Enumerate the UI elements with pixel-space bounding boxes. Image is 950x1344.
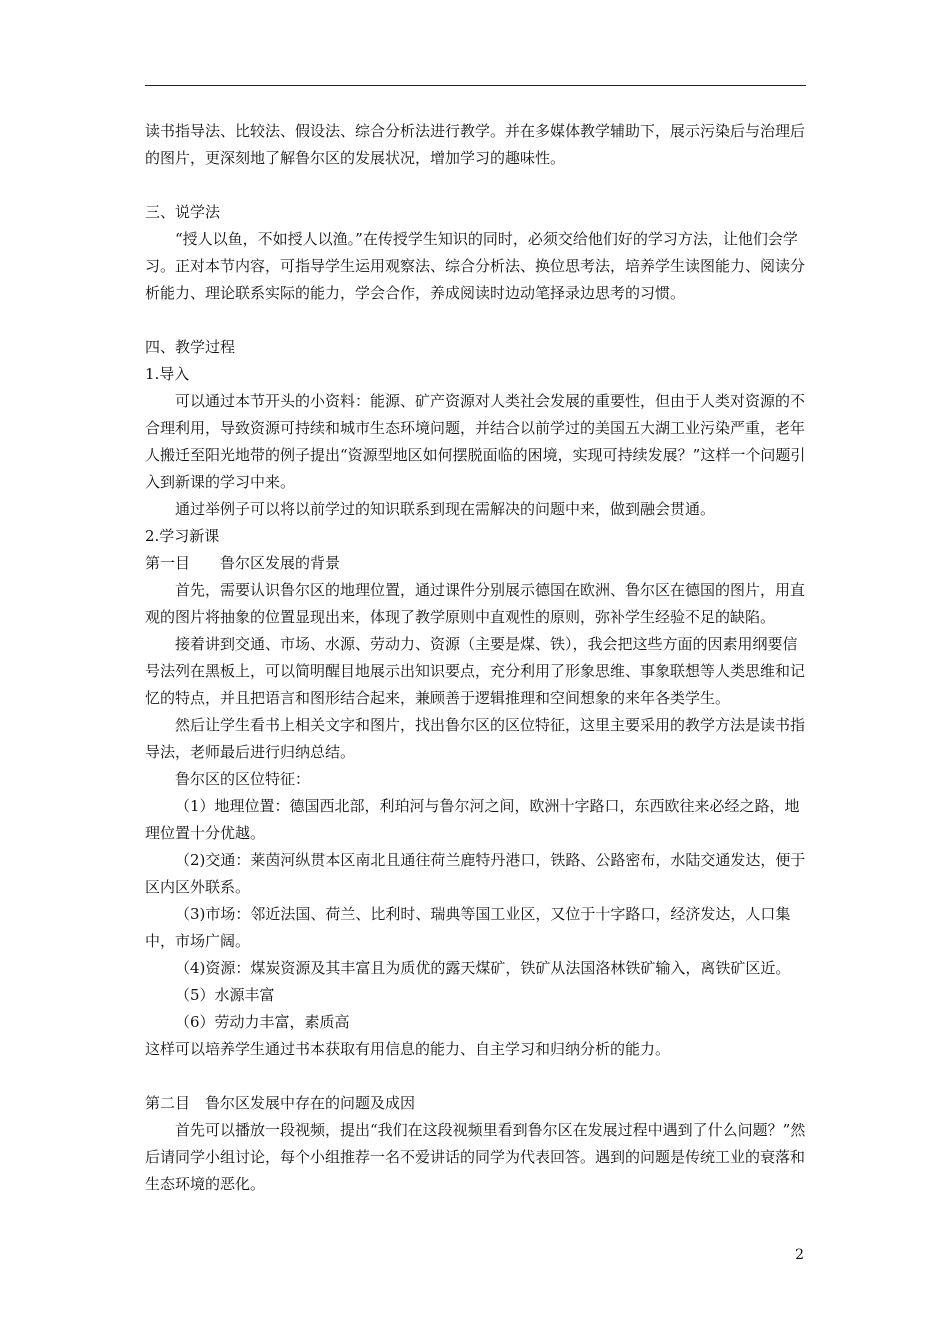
paragraph: 读书指导法、比较法、假设法、综合分析法进行教学。并在多媒体教学辅助下，展示污染后与治理后的图片，更深刻地了解鲁尔区的发展状况，增加学习的趣味性。 <box>145 122 806 167</box>
paragraph: 四、教学过程 <box>145 338 236 356</box>
paragraph: （4)资源：煤炭资源及其丰富且为质优的露天煤矿，铁矿从法国洛林铁矿输入，离铁矿区近。 <box>175 959 791 977</box>
paragraph-gap <box>145 307 809 334</box>
paragraph: 鲁尔区的区位特征： <box>175 770 311 788</box>
paragraph: （5）水源丰富 <box>175 986 275 1004</box>
paragraph-gap <box>145 1063 809 1090</box>
paragraph: 然后让学生看书上相关文字和图片，找出鲁尔区的区位特征，这里主要采用的教学方法是读书指导法，老师最后进行归纳总结。 <box>145 716 806 761</box>
paragraph: （3)市场：邻近法国、荷兰、比利时、瑞典等国工业区，又位于十字路口，经济发达，人口集中，市场广阔。 <box>145 905 791 950</box>
paragraph: （1）地理位置：德国西北部，利珀河与鲁尔河之间，欧洲十字路口，东西欧往来必经之路，地理位置十分优越。 <box>145 797 800 842</box>
page-number: 2 <box>795 1247 804 1263</box>
paragraph: 通过举例子可以将以前学过的知识联系到现在需解决的问题中来，做到融会贯通。 <box>175 500 716 518</box>
paragraph: 首先，需要认识鲁尔区的地理位置，通过课件分别展示德国在欧洲、鲁尔区在德国的图片，用直观的图片将抽象的位置显现出来，体现了教学原则中直观性的原则，弥补学生经验不足的缺陷。 <box>145 581 806 626</box>
paragraph: 第二目 鲁尔区发展中存在的问题及成因 <box>145 1094 416 1112</box>
paragraph: （2)交通：莱茵河纵贯本区南北且通往荷兰鹿特丹港口，铁路、公路密布，水陆交通发达，便于区内区外联系。 <box>145 851 806 896</box>
header-rule <box>145 85 806 86</box>
paragraph: 1.导入 <box>145 365 190 383</box>
paragraph: 2.学习新课 <box>145 527 220 545</box>
paragraph: 接着讲到交通、市场、水源、劳动力、资源（主要是煤、铁），我会把这些方面的因素用纲要信号法列在黑板上，可以简明醒目地展示出知识要点，充分利用了形象思维、事象联想等人类思维和记忆的特点，并且把语言和图形结合起来，兼顾善于逻辑推理和空间想象的来年各类学生。 <box>145 635 806 707</box>
paragraph: （6）劳动力丰富，素质高 <box>175 1013 350 1031</box>
paragraph: 可以通过本节开头的小资料：能源、矿产资源对人类社会发展的重要性，但由于人类对资源的不合理利用，导致资源可持续和城市生态环境问题，并结合以前学过的美国五大湖工业污染严重，老年人搬迁至阳光地带的例子提出“资源型地区如何摆脱面临的困境，实现可持续发展？”这样一个问题引入到新课的学习中来。 <box>145 392 806 491</box>
paragraph: “授人以鱼，不如授人以渔。”在传授学生知识的同时，必须交给他们好的学习方法，让他们会学习。正对本节内容，可指导学生运用观察法、综合分析法、换位思考法，培养学生读图能力、阅读分析能力、理论联系实际的能力，学会合作，养成阅读时边动笔择录边思考的习惯。 <box>145 230 806 302</box>
paragraph: 首先可以播放一段视频，提出“我们在这段视频里看到鲁尔区在发展过程中遇到了什么问题？”然后请同学小组讨论，每个小组推荐一名不爱讲话的同学为代表回答。遇到的问题是传统工业的衰落和生态环境的恶化。 <box>145 1121 806 1193</box>
paragraph: 第一目 鲁尔区发展的背景 <box>145 554 341 572</box>
document-body <box>145 118 809 1198</box>
paragraph: 这样可以培养学生通过书本获取有用信息的能力、自主学习和归纳分析的能力。 <box>145 1040 671 1058</box>
paragraph-gap <box>145 172 809 199</box>
paragraph: 三、说学法 <box>145 203 221 221</box>
